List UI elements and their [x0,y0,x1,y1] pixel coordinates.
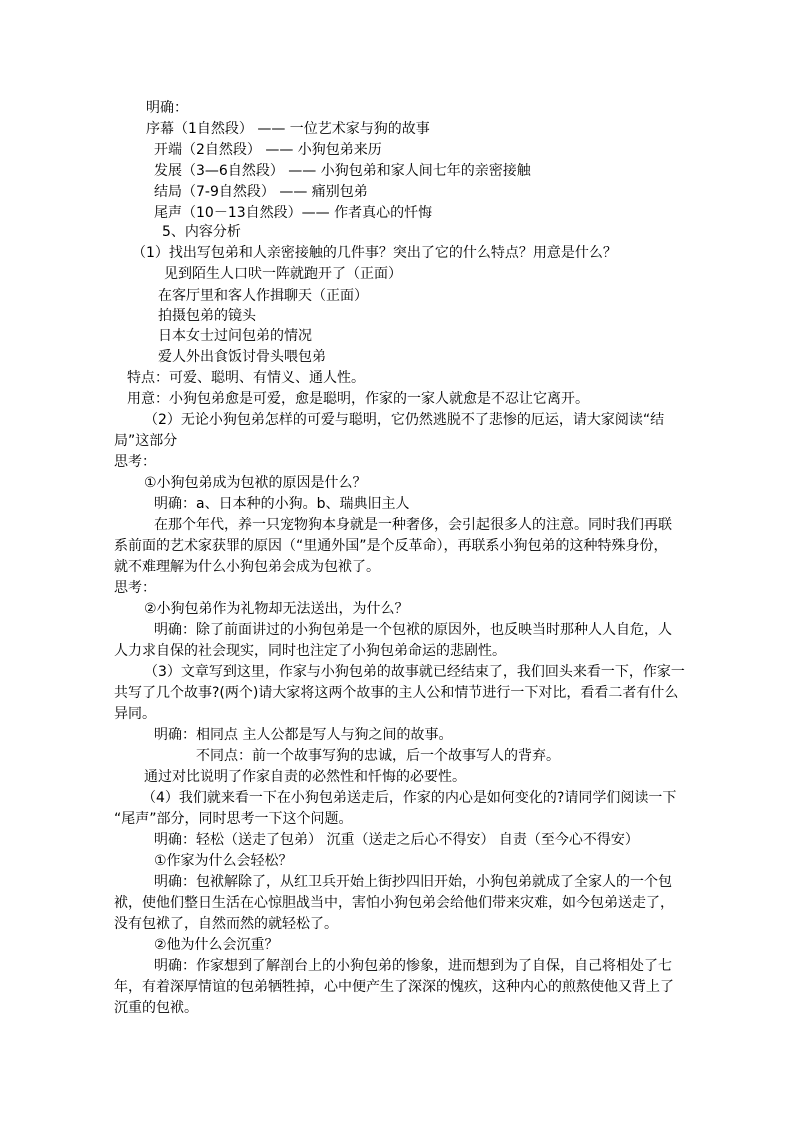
text-line: “尾声”部分，同时思考一下这个问题。 [114,811,353,827]
question: （1）找出写包弟和人亲密接触的几件事？突出了它的什么特点？用意是什么？ [132,245,617,261]
question: （2）无论小狗包弟怎样的可爱与聪明，它仍然逃脱不了悲惨的厄运，请大家阅读“结 [144,412,665,428]
text-line: 在客厅里和客人作揖聊天（正面） [158,288,368,304]
text-line: 用意：小狗包弟愈是可爱，愈是聪明，作家的一家人就愈是不忍让它离开。 [127,391,589,407]
text-line: 思考： [114,580,156,596]
question: （3）文章写到这里，作家与小狗包弟的故事就已经结束了，我们回头来看一下，作家一 [144,664,685,680]
text-line: 明确：a、日本种的小狗。b、瑞典旧主人 [154,496,410,512]
text-line: 明确：轻松（送走了包弟） 沉重（送走之后心不得安） 自责（至今心不得安） [154,832,639,848]
text-line: 不同点：前一个故事写狗的忠诚，后一个故事写人的背弃。 [196,748,560,764]
text-line: 特点：可爱、聪明、有情义、通人性。 [127,370,365,386]
question: （4）我们就来看一下在小狗包弟送走后，作家的内心是如何变化的?请同学们阅读一下 [142,790,677,806]
text-line: 明确： [146,100,188,116]
text-line: 思考： [114,454,156,470]
text-line: 年，有着深厚情谊的包弟牺牲掉，心中便产生了深深的愧疚，这种内心的煎熬使他又背上了 [114,979,674,995]
text-line: 系前面的艺术家获罪的原因（“里通外国”是个反革命），再联系小狗包弟的这种特殊身份， [114,538,668,554]
text-line: 明确：相同点 主人公都是写人与狗之间的故事。 [154,727,453,743]
text-line: 爱人外出食饭讨骨头喂包弟 [158,349,326,365]
text-line: 发展（3—6自然段） —— 小狗包弟和家人间七年的亲密接触 [154,163,531,179]
text-line: 开端（2自然段） —— 小狗包弟来历 [154,142,382,158]
text-line: 序幕（1自然段） —— 一位艺术家与狗的故事 [146,121,430,137]
text-line: 局”这部分 [114,433,178,449]
text-line: 袱，使他们整日生活在心惊胆战当中，害怕小狗包弟会给他们带来灾难，如今包弟送走了， [114,895,674,911]
question: ①作家为什么会轻松？ [154,853,293,869]
text-line: 明确：作家想到了解剖台上的小狗包弟的惨象，进而想到为了自保，自己将相处了七 [154,958,672,974]
question: ②小狗包弟作为礼物却无法送出，为什么？ [144,601,409,617]
text-line: 拍摄包弟的镜头 [158,308,256,324]
text-line: 异同。 [114,706,156,722]
text-line: 没有包袱了，自然而然的就轻松了。 [114,916,338,932]
text-line: 人力求自保的社会现实，同时也注定了小狗包弟命运的悲剧性。 [114,643,506,659]
text-line: 在那个年代，养一只宠物狗本身就是一种奢侈，会引起很多人的注意。同时我们再联 [154,517,672,533]
text-line: 共写了几个故事?(两个)请大家将这两个故事的主人公和情节进行一下对比，看看二者有什么 [114,685,679,701]
text-line: 沉重的包袱。 [114,1000,198,1016]
text-line: 日本女士过问包弟的情况 [158,328,312,344]
text-line: 通过对比说明了作家自责的必然性和忏悔的必要性。 [144,769,466,785]
question: ②他为什么会沉重？ [154,937,279,953]
text-line: 尾声（10－13自然段）—— 作者真心的忏悔 [154,205,433,221]
text-line: 结局（7-9自然段） —— 痛别包弟 [154,184,368,200]
section-heading: 5、内容分析 [162,224,241,240]
text-line: 明确：包袱解除了，从红卫兵开始上街抄四旧开始，小狗包弟就成了全家人的一个包 [154,874,672,890]
text-line: 见到陌生人口吠一阵就跑开了（正面） [164,266,402,282]
question: ①小狗包弟成为包袱的原因是什么？ [144,475,367,491]
text-line: 明确：除了前面讲过的小狗包弟是一个包袱的原因外，也反映当时那种人人自危，人 [154,622,672,638]
text-line: 就不难理解为什么小狗包弟会成为包袱了。 [114,559,380,575]
